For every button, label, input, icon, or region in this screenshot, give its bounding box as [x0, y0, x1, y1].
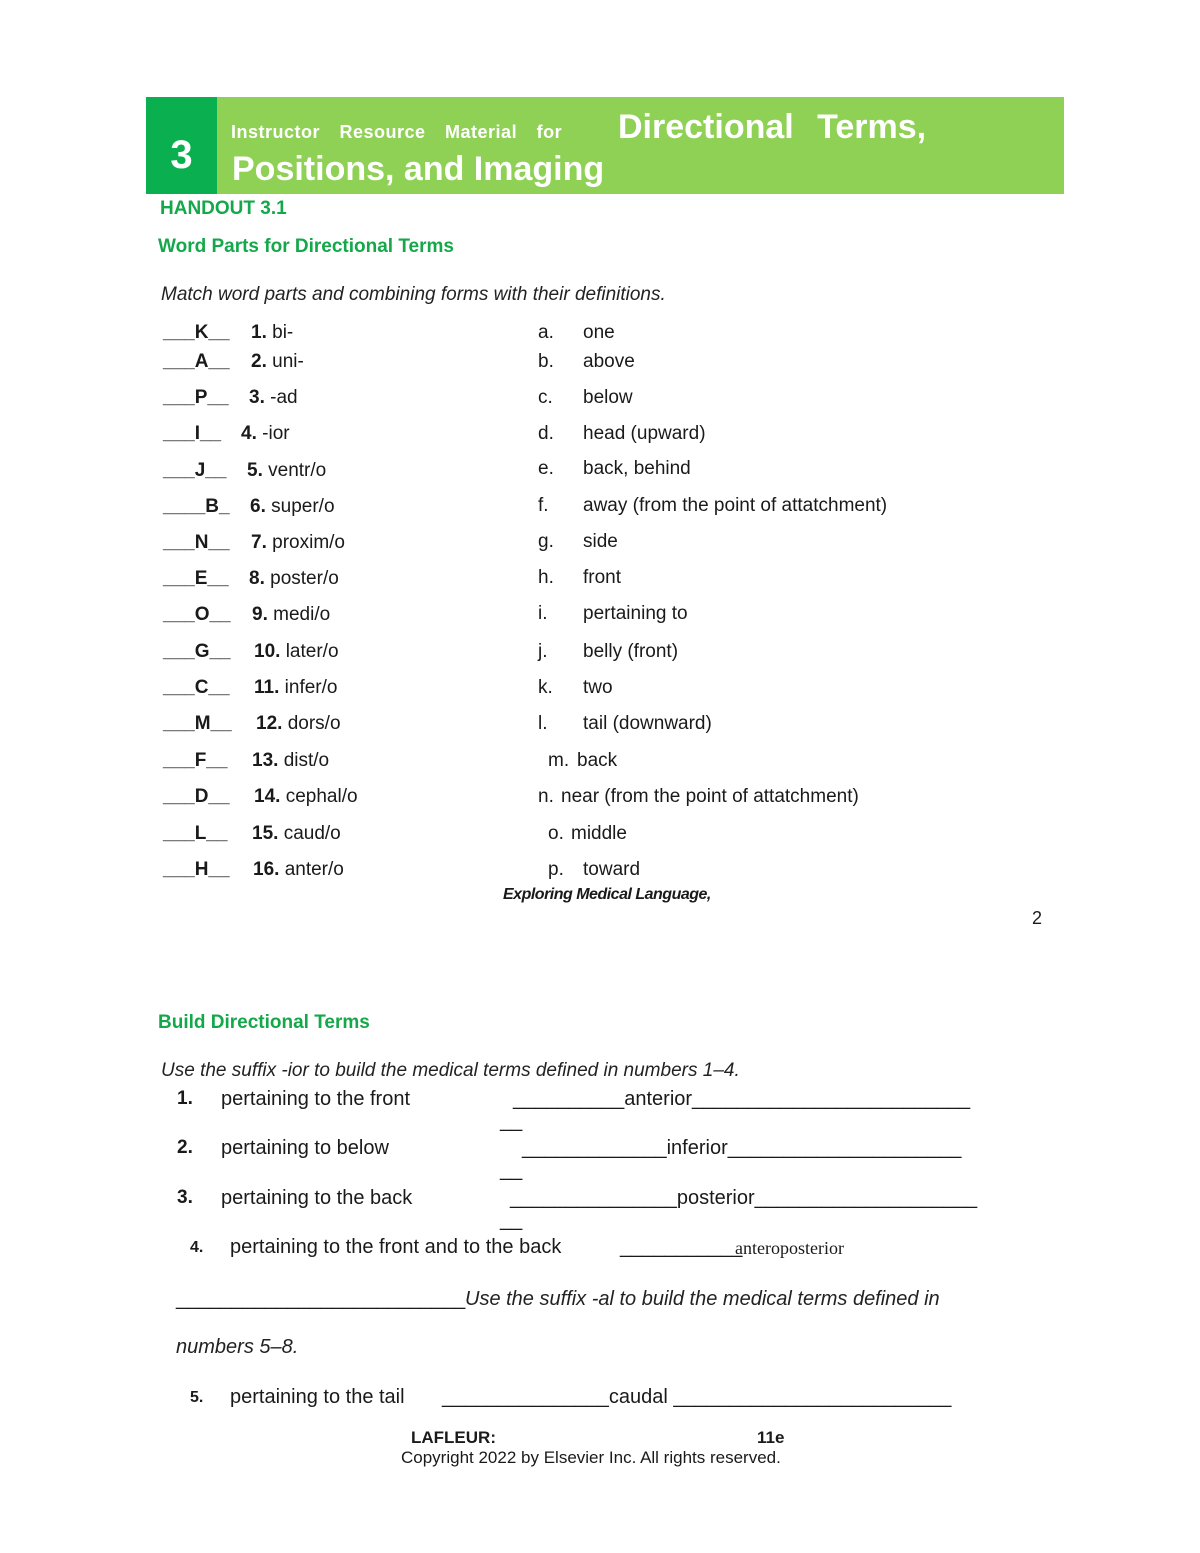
- match-item-term: bi-: [272, 322, 294, 343]
- option-text: front: [583, 567, 622, 588]
- match-answer: ___K__: [163, 322, 230, 343]
- build-item-answer-wrap: __: [500, 1159, 523, 1181]
- option-text: side: [583, 531, 618, 552]
- match-item-number: 16.: [253, 859, 280, 880]
- match-item-number: 15.: [252, 823, 279, 844]
- option-letter: j.: [538, 641, 548, 662]
- option-letter: p.: [548, 859, 564, 880]
- footer-copyright: Copyright 2022 by Elsevier Inc. All rights reserved.: [401, 1448, 781, 1467]
- option-letter: l.: [538, 713, 548, 734]
- match-item-number: 14.: [254, 786, 281, 807]
- match-item: [252, 604, 330, 626]
- match-item-number: 5.: [247, 460, 263, 481]
- build-item-5-definition: pertaining to the tail: [230, 1386, 405, 1408]
- match-answer: ___P__: [163, 387, 229, 408]
- section2-instruction: Use the suffix -ior to build the medical terms defined in numbers 1–4.: [161, 1060, 740, 1081]
- build-item-number: 4.: [190, 1239, 204, 1256]
- option-text: tail (downward): [583, 713, 712, 734]
- match-item-number: 10.: [254, 641, 281, 662]
- option-text: one: [583, 322, 615, 343]
- match-answer: ___F__: [163, 750, 228, 771]
- option-letter: c.: [538, 387, 553, 408]
- match-item-term: -ior: [262, 423, 290, 444]
- match-item-term: super/o: [271, 496, 335, 517]
- match-item: [254, 677, 337, 699]
- option-letter: m.: [548, 750, 570, 771]
- handout-label: HANDOUT 3.1: [160, 198, 287, 219]
- option-letter: b.: [538, 351, 554, 372]
- match-item-term: dist/o: [283, 750, 330, 771]
- blank-line: __________________________: [176, 1288, 466, 1310]
- match-item-number: 13.: [252, 750, 279, 771]
- option-letter: h.: [538, 567, 554, 588]
- build-item-5-answer: _______________caudal _________________________: [442, 1386, 952, 1408]
- build-item-number: 1.: [177, 1088, 193, 1109]
- match-answer: ___N__: [163, 532, 230, 553]
- build-item-answer: _____________inferior_____________________: [522, 1137, 962, 1159]
- build-item-answer-word: anteroposterior: [735, 1238, 844, 1258]
- match-answer: ___I__: [163, 423, 222, 444]
- match-item-number: 12.: [256, 713, 283, 734]
- chapter-title-line2: Positions, and Imaging: [232, 150, 605, 188]
- match-answer: ____B_: [163, 496, 230, 517]
- option-text: below: [583, 387, 633, 408]
- match-item-term: poster/o: [270, 568, 339, 589]
- match-answer: ___L__: [163, 823, 228, 844]
- build-item-definition: pertaining to the front: [221, 1088, 411, 1110]
- match-item-term: later/o: [285, 641, 339, 662]
- match-item-term: proxim/o: [272, 532, 345, 553]
- match-item-number: 7.: [251, 532, 267, 553]
- match-item-term: infer/o: [284, 677, 338, 698]
- match-answer: ___C__: [163, 677, 230, 698]
- match-item: [247, 460, 326, 482]
- match-answer: ___J__: [163, 460, 227, 481]
- match-answer: ___G__: [163, 641, 231, 662]
- match-answer: ___M__: [163, 713, 232, 734]
- option-letter: k.: [538, 677, 553, 698]
- option-text: two: [583, 677, 613, 698]
- match-item: [251, 351, 304, 373]
- match-item-term: ventr/o: [268, 460, 327, 481]
- match-item-number: 1.: [251, 322, 267, 343]
- option-text: head (upward): [583, 423, 706, 444]
- chapter-number-box: [146, 97, 217, 194]
- match-item-number: 6.: [250, 496, 266, 517]
- option-letter: o.: [548, 823, 564, 844]
- match-item: [251, 322, 293, 344]
- build-item-answer-wrap: __: [500, 1209, 523, 1231]
- option-text: pertaining to: [583, 603, 688, 624]
- option-letter: e.: [538, 458, 554, 479]
- build-item-definition: pertaining to the front and to the back: [230, 1236, 562, 1258]
- option-text: belly (front): [583, 641, 679, 662]
- match-item-number: 4.: [241, 423, 257, 444]
- match-answer: ___E__: [163, 568, 229, 589]
- match-item-number: 11.: [254, 677, 280, 698]
- build-item-answer: _______________posterior____________________: [510, 1187, 978, 1209]
- option-text: above: [583, 351, 635, 372]
- build-item-answer: __________anterior_________________________: [513, 1088, 971, 1110]
- match-item: [241, 423, 290, 445]
- match-item-number: 2.: [251, 351, 267, 372]
- build-item-number: 3.: [177, 1187, 193, 1208]
- footer-author: LAFLEUR:: [411, 1428, 496, 1447]
- build-item-answer: ___________: [620, 1236, 743, 1258]
- match-item: [252, 823, 341, 845]
- chapter-number: 3: [170, 133, 193, 177]
- option-letter: g.: [538, 531, 554, 552]
- build-item-answer-wrap: __: [500, 1110, 523, 1132]
- match-item-term: caud/o: [283, 823, 341, 844]
- section2-instruction2-cont: numbers 5–8.: [176, 1336, 299, 1358]
- match-item-term: -ad: [270, 387, 298, 408]
- match-item-term: anter/o: [284, 859, 344, 880]
- match-item-term: dors/o: [287, 713, 341, 734]
- option-text: near (from the point of attatchment): [561, 786, 859, 807]
- match-answer: ___H__: [163, 859, 230, 880]
- match-item: [251, 532, 345, 554]
- match-item-number: 3.: [249, 387, 265, 408]
- match-item: [254, 786, 358, 808]
- chapter-title-line1: Directional Terms,: [618, 108, 927, 146]
- option-text: away (from the point of attatchment): [583, 495, 888, 516]
- match-answer: ___D__: [163, 786, 230, 807]
- build-item-definition: pertaining to below: [221, 1137, 389, 1159]
- match-item-number: 8.: [249, 568, 265, 589]
- match-item: [256, 713, 341, 735]
- option-letter: d.: [538, 423, 554, 444]
- build-item-definition: pertaining to the back: [221, 1187, 413, 1209]
- chapter-title-small: Instructor Resource Material for: [231, 122, 563, 142]
- footer-edition: 11e: [757, 1428, 785, 1447]
- option-letter: i.: [538, 603, 548, 624]
- option-text: back, behind: [583, 458, 691, 479]
- match-item: [253, 859, 344, 881]
- book-title: Exploring Medical Language,: [503, 886, 711, 903]
- section1-heading: Word Parts for Directional Terms: [158, 236, 454, 257]
- option-letter: a.: [538, 322, 554, 343]
- match-item-number: 9.: [252, 604, 268, 625]
- match-item: [254, 641, 339, 663]
- match-item-term: cephal/o: [285, 786, 358, 807]
- match-item: [252, 750, 329, 772]
- match-item-term: uni-: [272, 351, 304, 372]
- build-item-5-number: 5.: [190, 1389, 204, 1406]
- match-answer: ___O__: [163, 604, 231, 625]
- option-text: back: [577, 750, 618, 771]
- option-letter: n.: [538, 786, 554, 807]
- match-item: [249, 387, 298, 409]
- match-item-term: medi/o: [273, 604, 331, 625]
- build-item-number: 2.: [177, 1137, 193, 1158]
- option-letter: f.: [538, 495, 549, 516]
- section2-heading: Build Directional Terms: [158, 1012, 370, 1033]
- option-text: toward: [583, 859, 641, 880]
- section2-instruction2: Use the suffix -al to build the medical terms defined in: [465, 1288, 940, 1310]
- page-number: 2: [1032, 908, 1043, 928]
- match-item: [249, 568, 339, 590]
- match-answer: ___A__: [163, 351, 230, 372]
- option-text: middle: [571, 823, 627, 844]
- match-item: [250, 496, 335, 518]
- section1-instruction: Match word parts and combining forms with their definitions.: [161, 284, 666, 305]
